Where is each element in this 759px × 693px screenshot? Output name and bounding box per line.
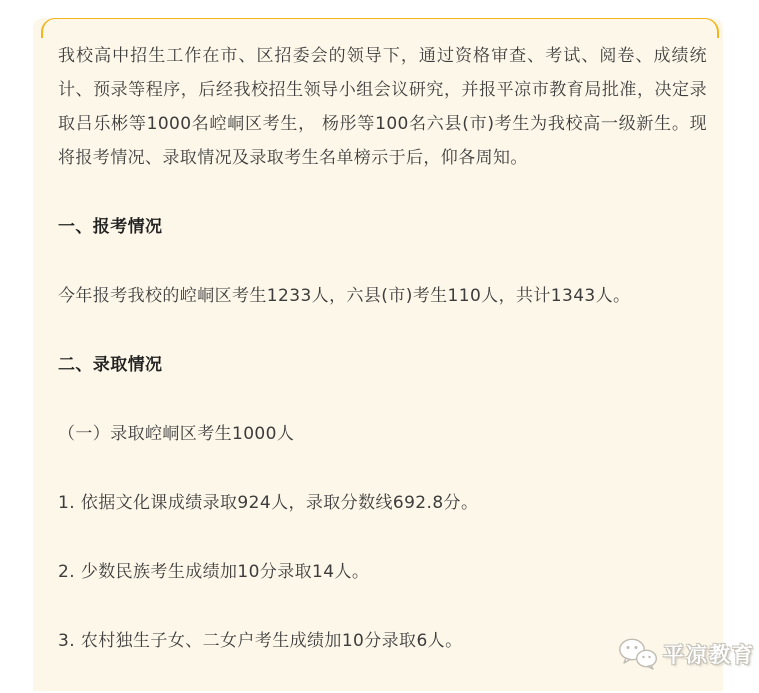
watermark-label: 平凉教育 bbox=[663, 642, 755, 667]
gold-top-border bbox=[41, 18, 719, 38]
article-body bbox=[58, 39, 707, 693]
admitted-by-score-paragraph: 1. 依据文化课成绩录取924人，录取分数线692.8分。 bbox=[58, 493, 479, 513]
intro-paragraph: 我校高中招生工作在市、区招委会的领导下，通过资格审查、考试、阅卷、成绩统计、预录等程序，后经我校招生领导小组会议研究，并报平凉市教育局批准，决定录取吕乐彬等1000名崆峒区考生， 杨彤等100名六县(市)考生为我校高一级新生。现将报考情况、录取情况及录取考生名单榜示于后，仰各周知。 bbox=[58, 46, 707, 168]
notice-card bbox=[33, 18, 723, 691]
admitted-kongtong-paragraph: （一）录取崆峒区考生1000人 bbox=[58, 424, 295, 444]
minority-bonus-paragraph: 2. 少数民族考生成绩加10分录取14人。 bbox=[58, 562, 370, 582]
applicants-count-paragraph: 今年报考我校的崆峒区考生1233人，六县(市)考生110人，共计1343人。 bbox=[58, 286, 631, 306]
section-2-heading: 二、录取情况 bbox=[58, 355, 163, 375]
rural-bonus-paragraph: 3. 农村独生子女、二女户考生成绩加10分录取6人。 bbox=[58, 631, 463, 651]
watermark bbox=[618, 637, 755, 670]
section-1-heading: 一、报考情况 bbox=[58, 217, 163, 237]
wechat-bubbles-icon bbox=[618, 637, 658, 670]
